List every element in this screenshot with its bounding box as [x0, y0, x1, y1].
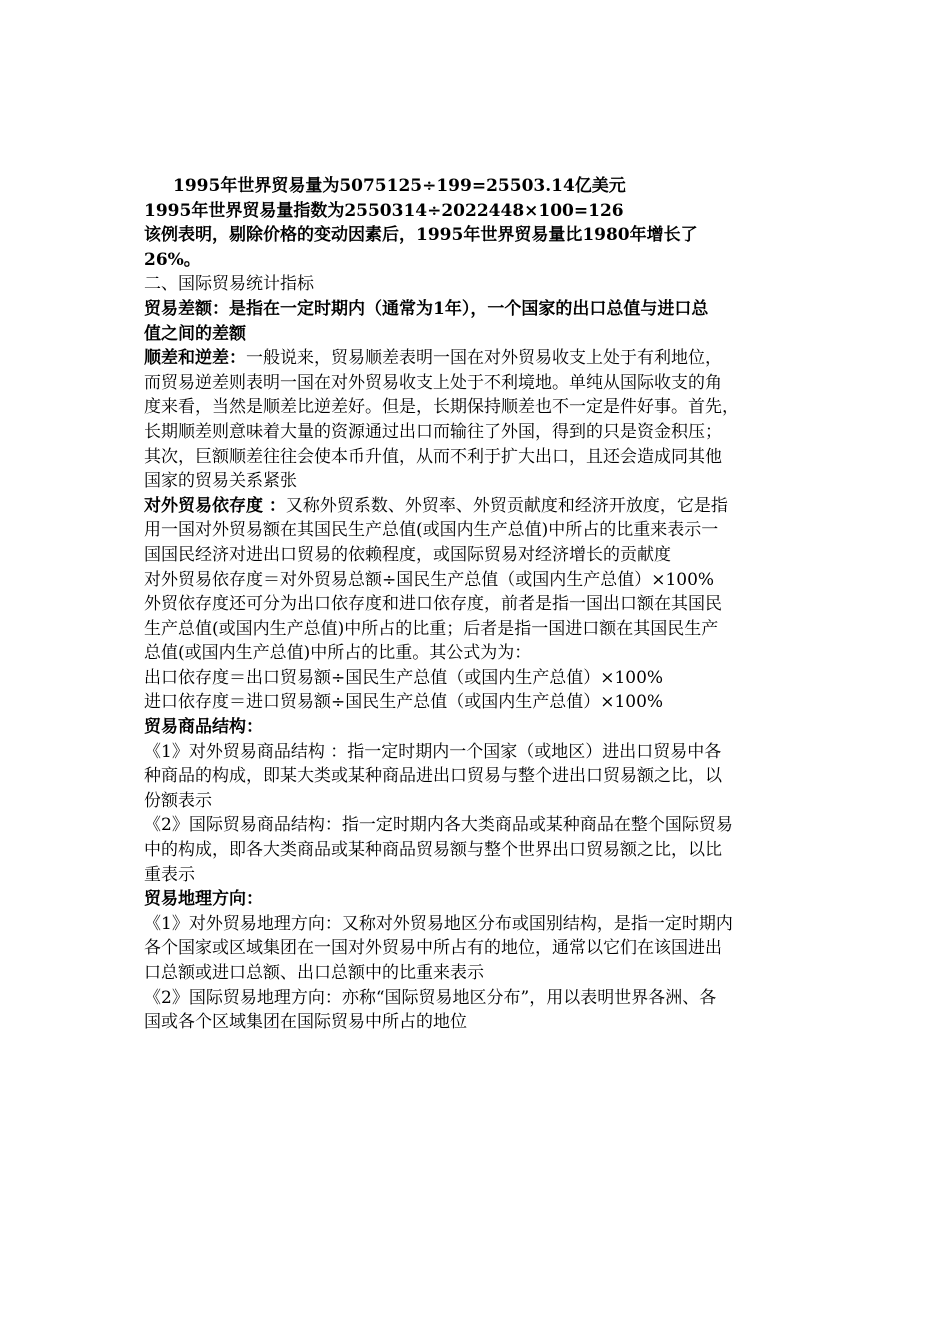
document-body [144, 174, 810, 1035]
commodity1-line-1: 《1》对外贸易商品结构 ：指一定时期内一个国家（或地区）进出口贸易中各 [144, 741, 722, 762]
import-formula: 进口依存度＝进口贸易额÷国民生产总值（或国内生产总值）×100% [144, 692, 664, 713]
trade-balance-line-1: 贸易差额：是指在一定时期内（通常为1年），一个国家的出口总值与进口总 [144, 298, 709, 319]
surplus-line-5: 其次，巨额顺差往往会使本币升值，从而不利于扩大出口，且还会造成同其他 [144, 446, 722, 467]
geo2-line-1: 《2》国际贸易地理方向：亦称“国际贸易地区分布”，用以表明世界各洲、各 [144, 987, 717, 1008]
geo1-line-3: 口总额或进口总额、出口总额中的比重来表示 [144, 963, 484, 983]
calc-index-line: 1995年世界贸易量指数为2550314÷2022448×100=126 [144, 200, 624, 221]
dependence-term: 对外贸易依存度 ： [144, 495, 286, 516]
surplus-term: 顺差和逆差： [144, 348, 246, 369]
surplus-line-4: 长期顺差则意味着大量的资源通过出口而输往了外国，得到的只是资金积压； [144, 421, 722, 442]
surplus-line-6: 国家的贸易关系紧张 [144, 471, 297, 492]
commodity-heading: 贸易商品结构： [144, 717, 263, 738]
surplus-line-1 [144, 346, 810, 371]
split-line-2: 生产总值(或国内生产总值)中所占的比重；后者是指一国进口额在其国民生产 [144, 618, 719, 639]
commodity2-line-1: 《2》国际贸易商品结构：指一定时期内各大类商品或某种商品在整个国际贸易 [144, 815, 733, 836]
dependence-text-1: 又称外贸系数、外贸率、外贸贡献度和经济开放度，它是指 [285, 495, 728, 516]
conclusion-line-1: 该例表明，剔除价格的变动因素后，1995年世界贸易量比1980年增长了 [144, 225, 698, 246]
surplus-line-3: 度来看，当然是顺差比逆差好。但是，长期保持顺差也不一定是件好事。首先， [144, 397, 739, 418]
section-heading: 二、国际贸易统计指标 [144, 274, 314, 295]
commodity1-line-3: 份额表示 [144, 790, 212, 811]
geo1-line-2: 各个国家或区域集团在一国对外贸易中所占有的地位，通常以它们在该国进出 [144, 938, 722, 959]
dependence-formula: 对外贸易依存度＝对外贸易总额÷国民生产总值（或国内生产总值）×100% [144, 569, 715, 590]
geo-heading: 贸易地理方向： [144, 889, 263, 910]
conclusion-line-2: 26%。 [144, 249, 201, 270]
commodity2-line-2: 中的构成，即各大类商品或某种商品贸易额与整个世界出口贸易额之比，以比 [144, 840, 722, 861]
split-line-3: 总值(或国内生产总值)中所占的比重。其公式为为： [144, 643, 532, 664]
geo2-line-2: 国或各个区域集团在国际贸易中所占的地位 [144, 1012, 467, 1033]
split-line-1: 外贸依存度还可分为出口依存度和进口依存度，前者是指一国出口额在其国民 [144, 594, 722, 615]
geo1-line-1: 《1》对外贸易地理方向：又称对外贸易地区分布或国别结构，是指一定时期内 [144, 913, 733, 934]
surplus-line-2: 而贸易逆差则表明一国在对外贸易收支上处于不利境地。单纯从国际收支的角 [144, 372, 722, 393]
dependence-line-3: 国国民经济对进出口贸易的依赖程度，或国际贸易对经济增长的贡献度 [144, 544, 671, 565]
trade-balance-line-2: 值之间的差额 [144, 323, 246, 344]
commodity1-line-2: 种商品的构成，即某大类或某种商品进出口贸易与整个进出口贸易额之比，以 [144, 766, 722, 787]
dependence-line-1 [144, 494, 810, 519]
export-formula: 出口依存度＝出口贸易额÷国民生产总值（或国内生产总值）×100% [144, 667, 664, 688]
surplus-text-1: 一般说来，贸易顺差表明一国在对外贸易收支上处于有利地位， [246, 348, 722, 369]
commodity2-line-3: 重表示 [144, 864, 195, 885]
calc-volume-line: 1995年世界贸易量为5075125÷199=25503.14亿美元 [173, 176, 626, 196]
dependence-line-2: 用一国对外贸易额在其国民生产总值(或国内生产总值)中所占的比重来表示一 [144, 520, 719, 541]
